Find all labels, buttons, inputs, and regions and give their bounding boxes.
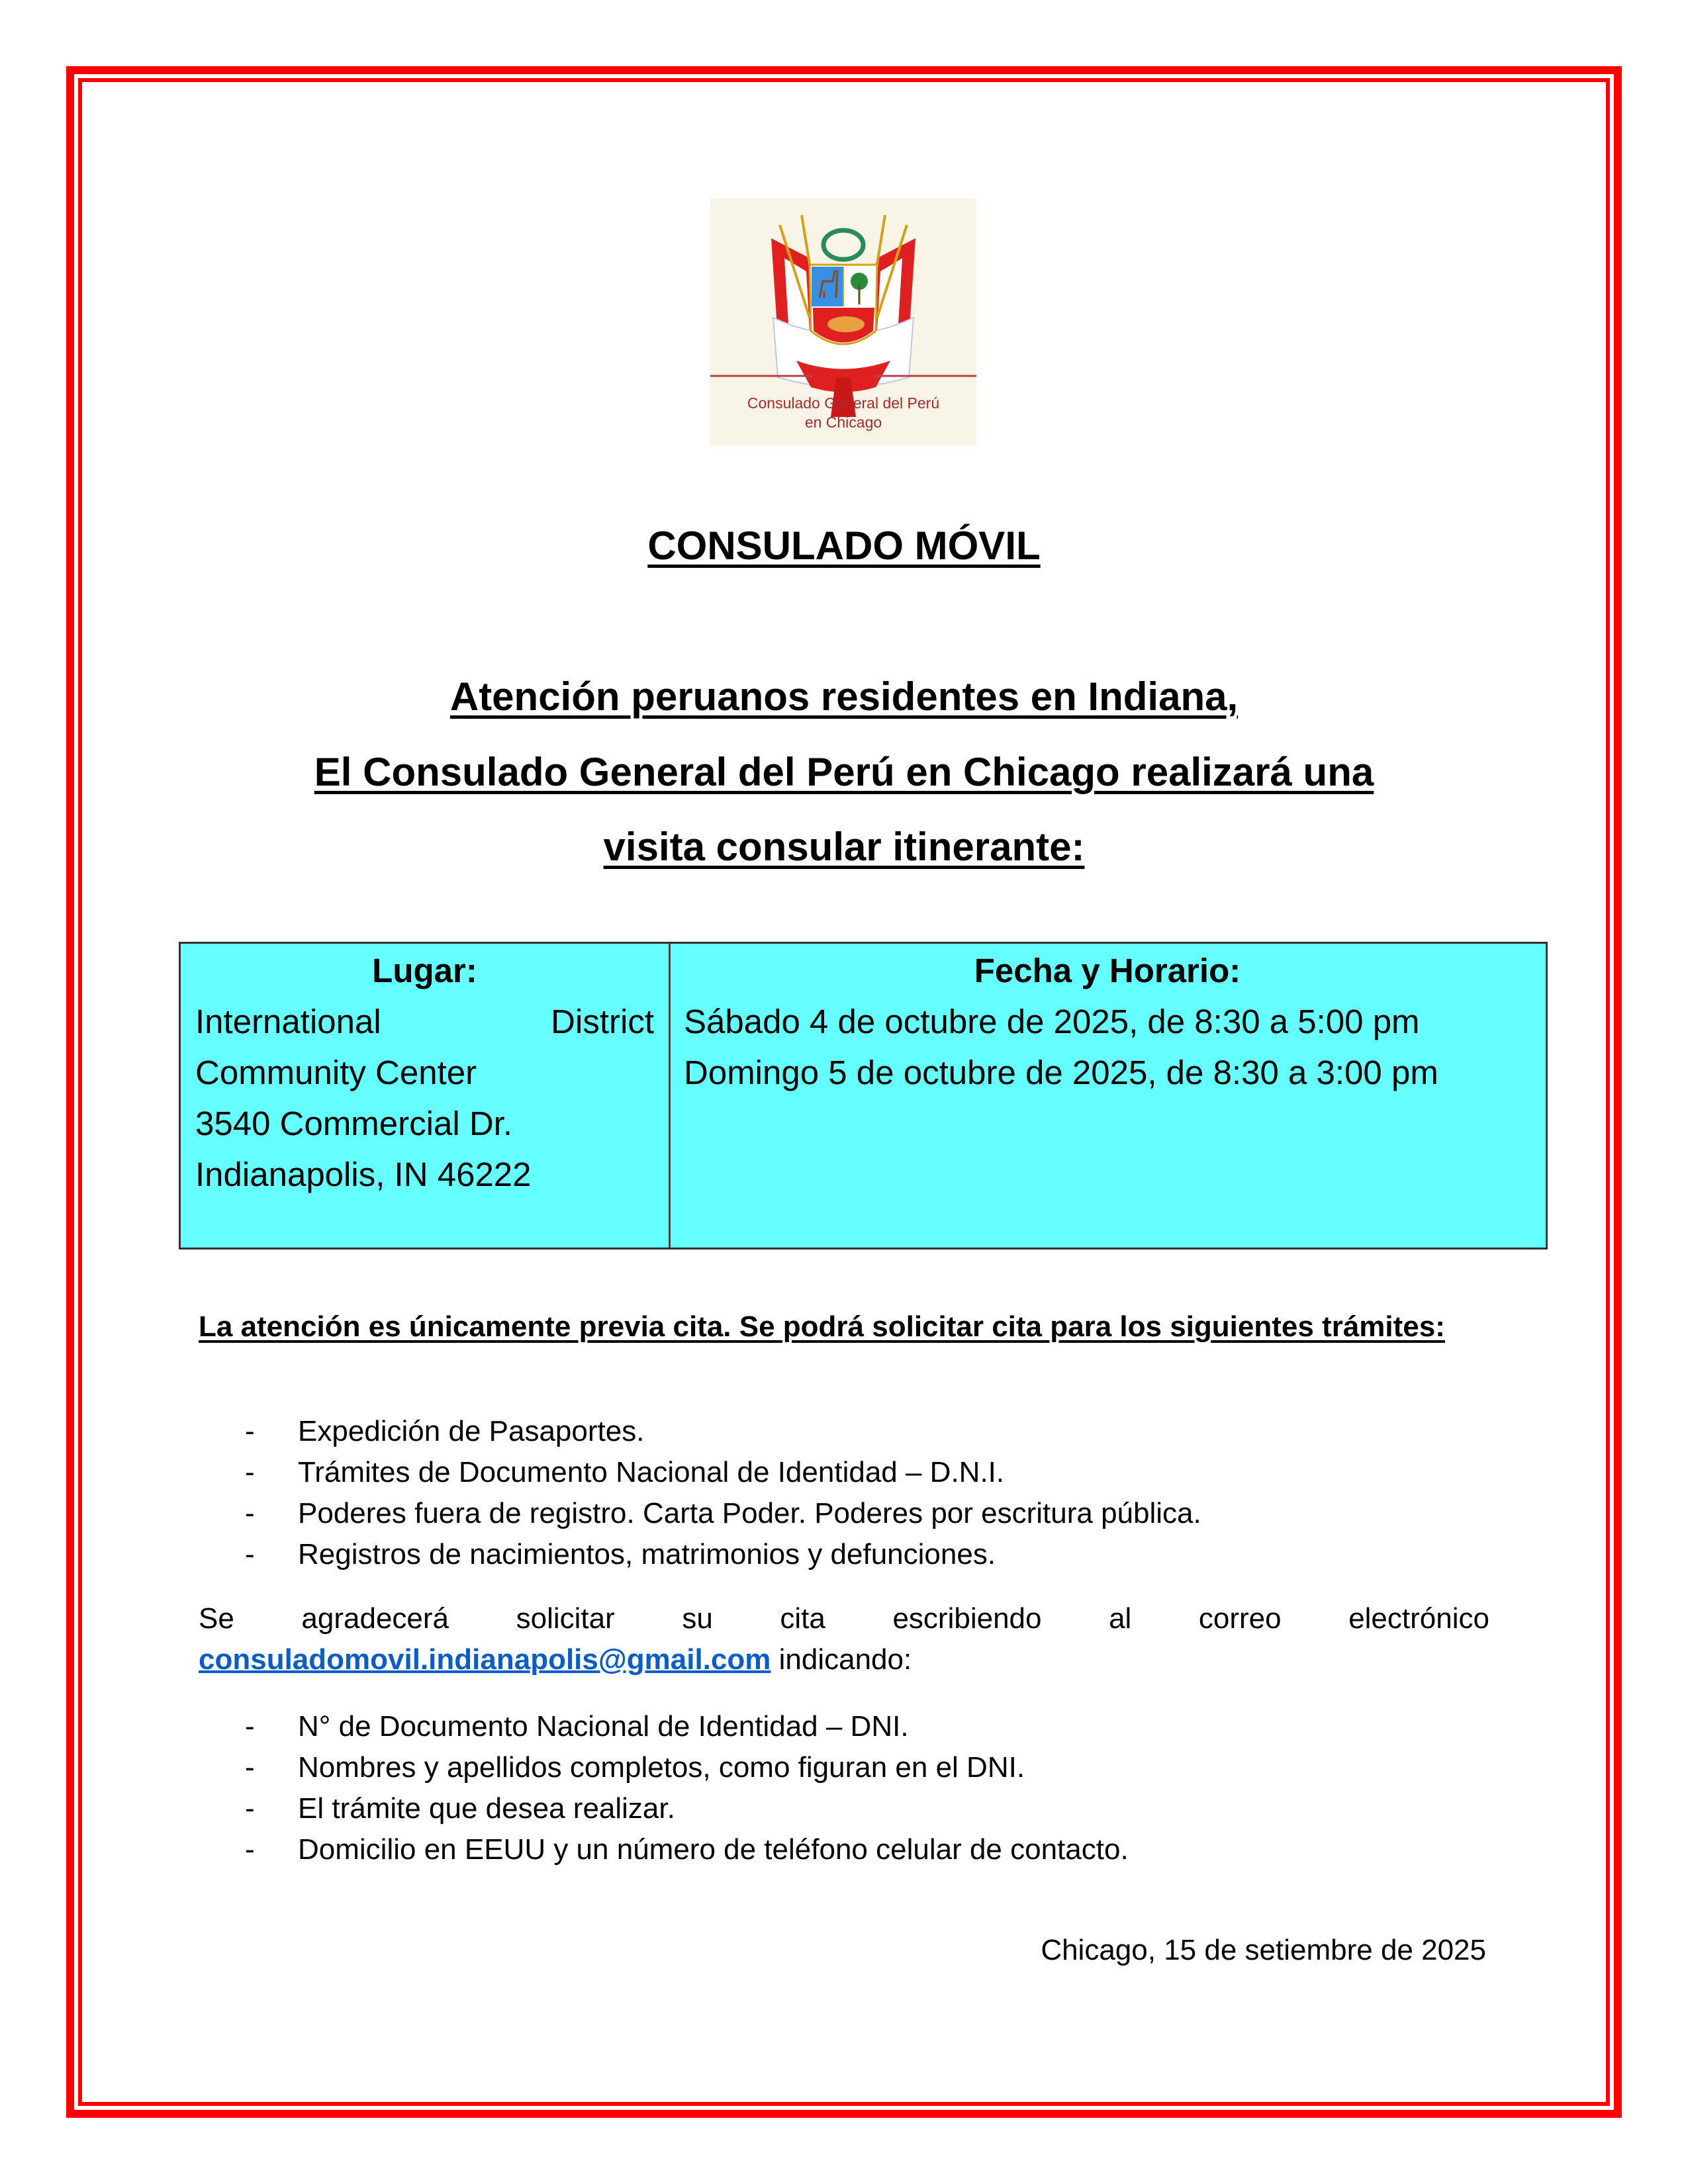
list-item [199, 1452, 1489, 1493]
request-word: Se [199, 1602, 234, 1635]
schedule-line: Sábado 4 de octubre de 2025, de 8:30 a 5:00 pm [684, 1003, 1420, 1040]
request-word: escribiendo [892, 1602, 1042, 1635]
list-item-text: Trámites de Documento Nacional de Identidad – D.N.I. [298, 1456, 1005, 1488]
event-info-table [179, 942, 1548, 1250]
place-line-1 [195, 996, 654, 1047]
request-line-1 [199, 1598, 1489, 1639]
list-item [199, 1747, 1489, 1788]
place-line-1b: District [551, 1003, 654, 1040]
bullet-dash: - [245, 1497, 255, 1529]
request-line-2 [199, 1639, 1489, 1680]
appointment-note: La atención es únicamente previa cita. Se podrá solicitar cita para los siguientes trámites: [199, 1310, 1445, 1343]
list-item-text: Expedición de Pasaportes. [298, 1415, 645, 1447]
bullet-dash: - [245, 1833, 255, 1866]
schedule-header: Fecha y Horario: [974, 952, 1241, 989]
list-item [199, 1706, 1489, 1747]
request-word: solicitar [516, 1602, 615, 1635]
email-link[interactable]: consuladomovil.indianapolis@gmail.com [199, 1643, 771, 1676]
list-item-text: N° de Documento Nacional de Identidad – DNI. [298, 1710, 909, 1743]
place-line-1a: International [195, 1003, 381, 1040]
logo-caption-line2: en Chicago [804, 414, 882, 431]
logo-caption [710, 394, 976, 432]
list-item-text: Domicilio en EEUU y un número de teléfono celular de contacto. [298, 1833, 1129, 1866]
place-header: Lugar: [372, 952, 477, 989]
place-line-3: 3540 Commercial Dr. [195, 1105, 512, 1142]
place-line-4: Indianapolis, IN 46222 [195, 1156, 532, 1193]
list-item-text: Registros de nacimientos, matrimonios y defunciones. [298, 1538, 996, 1570]
heading-line-2: El Consulado General del Perú en Chicago realizará una [314, 750, 1374, 794]
list-item-text: Poderes fuera de registro. Carta Poder. Poderes por escritura pública. [298, 1497, 1201, 1529]
place-line-2: Community Center [195, 1054, 477, 1091]
heading-line-3: visita consular itinerante: [603, 825, 1085, 869]
signoff-date: Chicago, 15 de setiembre de 2025 [1041, 1934, 1486, 1966]
schedule-cell [671, 944, 1546, 1248]
page-title: CONSULADO MÓVIL [647, 523, 1041, 568]
request-word: al [1109, 1602, 1132, 1635]
list-item [199, 1493, 1489, 1534]
list-item [199, 1788, 1489, 1829]
list-item [199, 1829, 1489, 1870]
bullet-dash: - [245, 1538, 255, 1570]
request-paragraph [199, 1598, 1489, 1680]
requirements-list [199, 1706, 1489, 1870]
list-item-text: Nombres y apellidos completos, como figuran en el DNI. [298, 1751, 1025, 1784]
request-word: agradecerá [301, 1602, 449, 1635]
list-item [199, 1534, 1489, 1575]
request-suffix: indicando: [771, 1643, 912, 1676]
schedule-line: Domingo 5 de octubre de 2025, de 8:30 a 3:00 pm [684, 1054, 1438, 1091]
bullet-dash: - [245, 1456, 255, 1488]
request-word: su [682, 1602, 713, 1635]
request-word: cita [780, 1602, 825, 1635]
procedures-list [199, 1411, 1489, 1575]
place-cell [181, 944, 671, 1248]
request-word: correo [1198, 1602, 1282, 1635]
list-item [199, 1411, 1489, 1452]
bullet-dash: - [245, 1792, 255, 1825]
bullet-dash: - [245, 1751, 255, 1784]
request-word: electrónico [1348, 1602, 1489, 1635]
heading-line-1: Atención peruanos residentes en Indiana, [449, 674, 1239, 719]
bullet-dash: - [245, 1710, 255, 1743]
list-item-text: El trámite que desea realizar. [298, 1792, 675, 1825]
logo-caption-line1: Consulado General del Perú [747, 394, 940, 412]
bullet-dash: - [245, 1415, 255, 1447]
consulate-logo [710, 199, 976, 445]
